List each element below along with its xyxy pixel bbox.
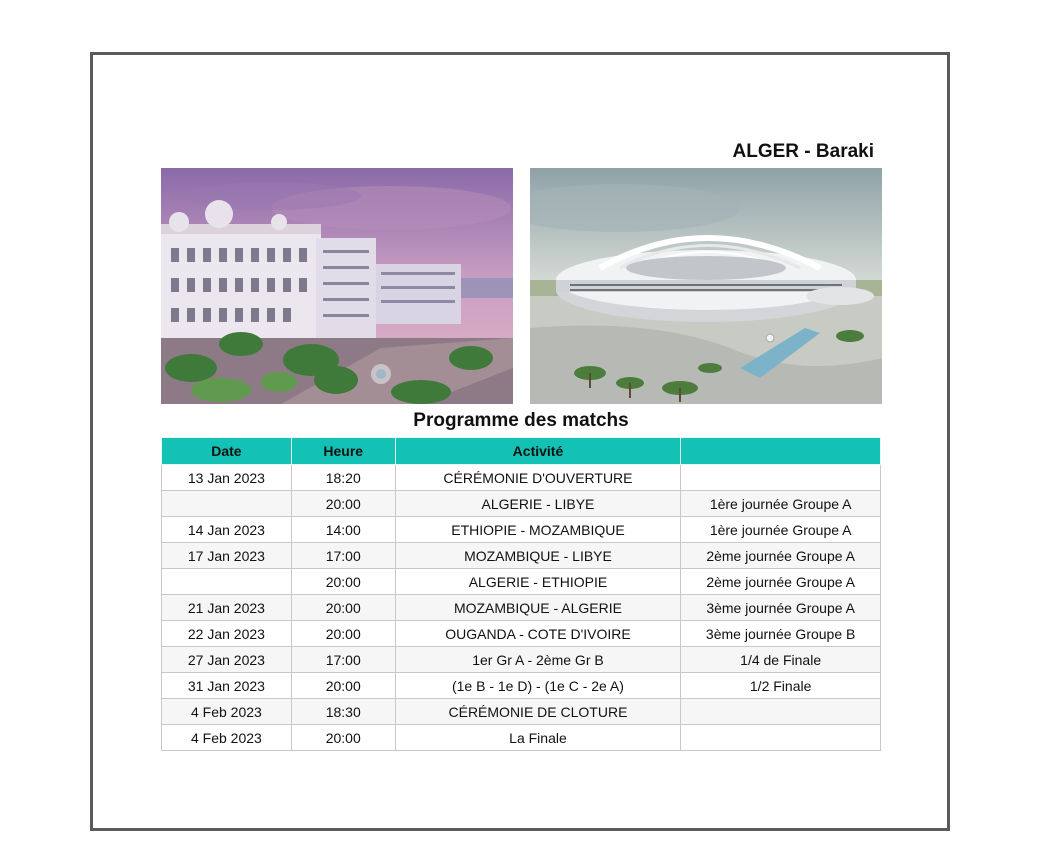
cell-date: 4 Feb 2023 (162, 725, 292, 751)
cell-phase: 1/2 Finale (681, 673, 881, 699)
cell-date: 21 Jan 2023 (162, 595, 292, 621)
table-row (162, 699, 881, 725)
stadium-photo (530, 168, 882, 404)
column-header-date: Date (162, 438, 292, 465)
column-header-phase (681, 438, 881, 465)
cell-date (162, 569, 292, 595)
column-header-heure: Heure (291, 438, 395, 465)
cell-activity: ALGERIE - ETHIOPIE (395, 569, 681, 595)
cell-activity: CÉRÉMONIE DE CLOTURE (395, 699, 681, 725)
cell-time: 17:00 (291, 543, 395, 569)
cell-date: 4 Feb 2023 (162, 699, 292, 725)
cell-activity: 1er Gr A - 2ème Gr B (395, 647, 681, 673)
stadium-image (530, 168, 882, 404)
table-row (162, 647, 881, 673)
cell-activity: La Finale (395, 725, 681, 751)
table-row (162, 595, 881, 621)
cell-phase (681, 725, 881, 751)
column-header-activite: Activité (395, 438, 681, 465)
cell-time: 18:20 (291, 465, 395, 491)
cell-time: 18:30 (291, 699, 395, 725)
table-row (162, 517, 881, 543)
table-row (162, 569, 881, 595)
cell-time: 17:00 (291, 647, 395, 673)
cell-phase: 2ème journée Groupe A (681, 569, 881, 595)
table-row (162, 543, 881, 569)
cell-date (162, 491, 292, 517)
document-page (90, 52, 950, 831)
cell-activity: ETHIOPIE - MOZAMBIQUE (395, 517, 681, 543)
city-building-photo (161, 168, 513, 404)
cell-time: 20:00 (291, 595, 395, 621)
cell-activity: ALGERIE - LIBYE (395, 491, 681, 517)
cell-time: 20:00 (291, 569, 395, 595)
schedule-title: Programme des matchs (413, 410, 629, 431)
cell-activity: CÉRÉMONIE D'OUVERTURE (395, 465, 681, 491)
cell-date: 13 Jan 2023 (162, 465, 292, 491)
cell-date: 27 Jan 2023 (162, 647, 292, 673)
cell-activity: MOZAMBIQUE - LIBYE (395, 543, 681, 569)
cell-activity: OUGANDA - COTE D'IVOIRE (395, 621, 681, 647)
cell-phase (681, 699, 881, 725)
cell-activity: (1e B - 1e D) - (1e C - 2e A) (395, 673, 681, 699)
cell-phase (681, 465, 881, 491)
schedule-table (161, 437, 881, 751)
cell-date: 14 Jan 2023 (162, 517, 292, 543)
cell-time: 20:00 (291, 491, 395, 517)
cell-time: 14:00 (291, 517, 395, 543)
cell-activity: MOZAMBIQUE - ALGERIE (395, 595, 681, 621)
cell-phase: 3ème journée Groupe B (681, 621, 881, 647)
cell-date: 31 Jan 2023 (162, 673, 292, 699)
table-row (162, 621, 881, 647)
cell-date: 22 Jan 2023 (162, 621, 292, 647)
cell-phase: 1ère journée Groupe A (681, 491, 881, 517)
table-row (162, 725, 881, 751)
cell-time: 20:00 (291, 621, 395, 647)
city-building-image (161, 168, 513, 404)
table-header-row (162, 438, 881, 465)
table-row (162, 465, 881, 491)
cell-phase: 1/4 de Finale (681, 647, 881, 673)
cell-phase: 3ème journée Groupe A (681, 595, 881, 621)
table-row (162, 491, 881, 517)
cell-phase: 2ème journée Groupe A (681, 543, 881, 569)
venue-title: ALGER - Baraki (732, 141, 874, 162)
table-row (162, 673, 881, 699)
cell-time: 20:00 (291, 673, 395, 699)
cell-phase: 1ère journée Groupe A (681, 517, 881, 543)
cell-date: 17 Jan 2023 (162, 543, 292, 569)
cell-time: 20:00 (291, 725, 395, 751)
